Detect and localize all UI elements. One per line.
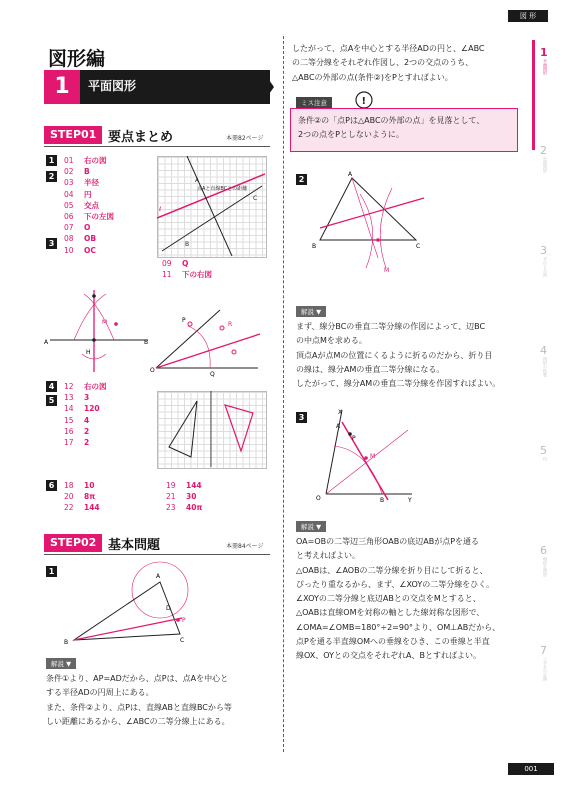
answer-number: 02 — [64, 167, 74, 177]
answers-list-b — [64, 381, 154, 448]
svg-text:D: D — [166, 605, 171, 612]
step02-triangle-figure — [60, 560, 200, 650]
answer-row — [64, 491, 154, 502]
answer-value: 2 — [84, 426, 90, 436]
miss-warning-text — [298, 114, 518, 143]
q2-explanation — [296, 320, 530, 391]
answer-row — [166, 491, 256, 502]
svg-text:!: ! — [361, 96, 367, 107]
answer-value: 144 — [84, 503, 100, 513]
answer-row — [64, 200, 154, 211]
side-tab-num: 6 — [540, 544, 547, 557]
answer-row — [162, 258, 188, 269]
step01-page-ref: 本冊82ページ — [226, 135, 264, 142]
side-tabs — [532, 40, 568, 740]
grid-figure-1-lines — [157, 156, 265, 256]
angle-bisector-figure — [150, 306, 266, 378]
svg-text:H: H — [86, 349, 91, 356]
answer-number: 14 — [64, 404, 74, 414]
answer-row — [64, 392, 154, 403]
step01-rule — [44, 146, 270, 147]
answer-value: OC — [84, 245, 96, 255]
question-number: 2 — [296, 174, 307, 185]
svg-text:B: B — [64, 639, 69, 646]
question-number: 1 — [46, 566, 57, 577]
svg-text:O: O — [150, 367, 155, 374]
answer-number: 03 — [64, 178, 74, 188]
svg-text:A: A — [336, 423, 341, 430]
question-number: 3 — [296, 412, 307, 423]
step02-explanation — [46, 672, 276, 729]
answer-number: 04 — [64, 189, 74, 199]
answer-row — [162, 269, 212, 280]
answer-value: 下の左図 — [84, 212, 114, 222]
answer-value: 交点 — [84, 200, 99, 210]
answer-row — [64, 480, 154, 491]
answer-number: 10 — [64, 245, 74, 255]
grid-note-text: 点Aと直線BCとの距離 — [197, 186, 248, 192]
explanation-line: 線OX、OYとの交点をそれぞれA、Bとすればよい。 — [296, 651, 481, 661]
svg-text:X: X — [338, 409, 343, 416]
explanation-line: OA=OBの二等辺三角形OABの底辺ABが点Pを通る — [296, 537, 480, 546]
step01-tag: STEP01 — [44, 126, 102, 144]
answer-value: 半径 — [84, 178, 99, 188]
explanation-line: と考えればよい。 — [296, 551, 360, 561]
perpendicular-construction-figure — [44, 284, 152, 374]
answer-row — [64, 166, 154, 177]
svg-text:A: A — [348, 171, 353, 178]
answer-row — [64, 381, 154, 392]
answer-row — [64, 403, 154, 414]
answer-value: 4 — [84, 415, 90, 425]
answer-number: 12 — [64, 382, 74, 391]
explanation-line: の線は、線分AMの垂直二等分線になる。 — [296, 364, 445, 374]
intro-line: したがって、点Aを中心とする半径ADの円と、∠ABC — [292, 44, 485, 53]
answer-value: OB — [84, 234, 97, 244]
page-number: 001 — [508, 763, 554, 775]
question-number: 4 — [46, 381, 57, 392]
svg-text:C: C — [416, 243, 421, 250]
question-number: 5 — [46, 395, 57, 406]
step01-title: 要点まとめ — [108, 130, 174, 145]
answer-number: 08 — [64, 234, 74, 244]
svg-text:B: B — [312, 243, 317, 250]
explanation-line: する半径ADの円周上にある。 — [46, 688, 154, 698]
chapter-number: 1 — [44, 70, 80, 104]
answer-value: 3 — [84, 393, 90, 403]
answer-number: 22 — [64, 503, 74, 513]
answer-row — [64, 437, 154, 448]
question-number: 3 — [46, 238, 57, 249]
svg-text:A: A — [156, 573, 161, 580]
active-tab-marker — [532, 40, 535, 150]
explanation-line: しい距離にあるから、∠ABCの二等分線上にある。 — [46, 716, 230, 726]
explanation-tag: 解説 ▼ — [296, 306, 326, 317]
miss-line: 条件②の「点Pは△ABCの外部の点」を見落として、 — [298, 116, 485, 125]
answer-number: 18 — [64, 481, 74, 490]
intro-line: の二等分線をそれぞれ作図し、2つの交点のうち、 — [292, 58, 474, 68]
svg-text:B: B — [185, 241, 190, 248]
svg-text:B: B — [144, 339, 149, 346]
question-number: 1 — [46, 155, 57, 166]
svg-text:O: O — [316, 495, 321, 502]
intro-line: △ABCの外部の点(条件②)をPとすればよい。 — [292, 72, 453, 82]
explanation-line: また、条件②より、点Pは、直線ABと直線BCから等 — [46, 702, 232, 712]
svg-text:C: C — [180, 637, 185, 644]
side-tab-label: 相似な図形 — [543, 557, 548, 577]
step02-title: 基本問題 — [108, 538, 161, 553]
answer-value: B — [84, 167, 90, 177]
answer-number: 17 — [64, 438, 74, 448]
svg-text:Y: Y — [408, 497, 412, 504]
answers-list-a — [64, 155, 154, 256]
side-tab-label: 三平方の定理 — [543, 657, 548, 681]
answer-number: 06 — [64, 212, 74, 222]
answer-value: 8π — [84, 492, 96, 502]
answer-number: 05 — [64, 200, 74, 210]
alert-icon — [350, 90, 378, 110]
explanation-line: したがって、線分AMの垂直二等分線を作図すればよい。 — [296, 379, 501, 389]
answer-row — [64, 502, 154, 513]
step02-tag: STEP02 — [44, 534, 102, 552]
miss-line: 2つの点をPとしないように。 — [298, 130, 404, 140]
side-tab-num: 2 — [540, 144, 547, 157]
question-number: 2 — [46, 171, 57, 182]
side-tab-6[interactable] — [540, 544, 568, 577]
explanation-tag: 解説 ▼ — [296, 521, 326, 532]
answer-value: Q — [182, 259, 189, 268]
explanation-line: ぴったり重なるから、まず、∠XOYの二等分線をひく。 — [296, 579, 495, 589]
answer-value: 120 — [84, 404, 100, 414]
svg-text:P: P — [182, 317, 186, 324]
answer-number: 16 — [64, 426, 74, 436]
answer-row — [64, 177, 154, 188]
side-tab-num: 4 — [540, 344, 547, 357]
answer-number: 09 — [162, 259, 172, 268]
answer-number: 07 — [64, 223, 74, 233]
answer-number: 21 — [166, 492, 176, 502]
answer-number: 11 — [162, 270, 172, 279]
side-tab-4[interactable] — [540, 344, 568, 377]
answer-row — [64, 211, 154, 222]
answer-value: 144 — [186, 481, 202, 490]
q2-triangle-figure — [312, 168, 432, 280]
q3-angle-figure — [312, 406, 428, 506]
explanation-line: 条件①より、AP=ADだから、点Pは、点Aを中心と — [46, 674, 229, 683]
answer-number: 23 — [166, 503, 176, 513]
explanation-line: 点Pを通る半直線OMへの垂線をひき、この垂線と半直 — [296, 637, 490, 647]
chapter-name: 平面図形 — [88, 79, 137, 93]
side-tab-label: 図形の性質 — [543, 357, 548, 377]
q3-explanation — [296, 535, 530, 664]
answer-row — [64, 222, 154, 233]
answer-row — [64, 189, 154, 200]
answer-value: 下の右図 — [182, 270, 212, 279]
grid-figure-2-shapes — [157, 391, 265, 467]
answer-number: 15 — [64, 415, 74, 425]
answer-row — [166, 480, 256, 491]
answer-value: 40π — [186, 503, 203, 513]
side-tab-1[interactable] — [540, 46, 568, 75]
svg-text:P: P — [352, 435, 356, 442]
step02-page-ref: 本冊84ページ — [226, 543, 264, 550]
answer-row — [64, 415, 154, 426]
explanation-tag: 解説 ▼ — [46, 658, 76, 669]
side-tab-7[interactable] — [540, 644, 568, 681]
explanation-line: ∠XOYの二等分線と底辺ABとの交点をMとすると、 — [296, 594, 481, 604]
svg-text:P: P — [182, 617, 186, 624]
explanation-line: 頂点Aが点Mの位置にくるように折るのだから、折り目 — [296, 350, 493, 360]
explanation-line: △OABは直線OMを対称の軸とした線対称な図形で、 — [296, 608, 485, 618]
running-head: 図 形 — [508, 10, 548, 22]
question-number: 6 — [46, 480, 57, 491]
answer-row — [64, 426, 154, 437]
answer-value: 右の図 — [84, 156, 107, 165]
svg-text:C: C — [253, 195, 258, 202]
answer-row — [64, 155, 154, 166]
svg-text:A: A — [44, 339, 49, 346]
side-tab-num: 1 — [540, 46, 548, 59]
svg-text:M: M — [384, 267, 390, 274]
svg-text:Q: Q — [210, 371, 215, 378]
side-tab-num: 5 — [540, 444, 547, 457]
step02-rule — [44, 554, 270, 555]
answers-list-c2 — [166, 480, 256, 514]
answer-number: 13 — [64, 393, 74, 403]
svg-text:R: R — [228, 321, 233, 328]
explanation-line: △OABは、∠AOBの二等分線を折り目にして折ると、 — [296, 565, 488, 575]
answer-value: 右の図 — [84, 382, 107, 391]
answer-row — [166, 502, 256, 513]
banner-arrow — [262, 70, 274, 104]
side-tab-5[interactable] — [540, 444, 568, 461]
miss-warning-tag: ミス注意 — [296, 97, 332, 108]
side-tab-2[interactable] — [540, 144, 568, 173]
answers-list-c1 — [64, 480, 154, 514]
column-divider — [283, 36, 285, 752]
answer-value: O — [84, 223, 91, 233]
answer-number: 01 — [64, 156, 74, 165]
side-tab-label: 空間図形 — [543, 157, 548, 173]
answer-value: 30 — [186, 492, 197, 502]
right-intro — [292, 42, 526, 85]
answer-number: 20 — [64, 492, 74, 502]
svg-text:B: B — [380, 497, 385, 504]
answer-value: 円 — [84, 189, 92, 199]
svg-text:A: A — [195, 177, 200, 184]
side-tab-label: 円 — [543, 457, 548, 461]
side-tab-num: 7 — [540, 644, 547, 657]
answer-row — [64, 233, 154, 244]
chapter-title: 図形編 — [48, 48, 106, 70]
explanation-line: の中点Mを求める。 — [296, 336, 367, 346]
side-tab-label: 平面図形 — [543, 59, 548, 75]
svg-text:M: M — [102, 319, 108, 326]
answer-value: 2 — [84, 438, 90, 448]
answer-row — [64, 245, 154, 256]
answer-number: 19 — [166, 481, 176, 490]
svg-text:ℓ: ℓ — [159, 206, 162, 213]
explanation-line: まず、線分BCの垂直二等分線の作図によって、辺BC — [296, 322, 486, 331]
answer-value: 10 — [84, 481, 95, 490]
svg-text:M: M — [370, 453, 376, 460]
side-tab-3[interactable] — [540, 244, 568, 277]
side-tab-label: 平行と合同 — [543, 257, 548, 277]
explanation-line: ∠OMA=∠OMB=180°÷2=90°より、OM⊥ABだから、 — [296, 622, 501, 632]
side-tab-num: 3 — [540, 244, 547, 257]
